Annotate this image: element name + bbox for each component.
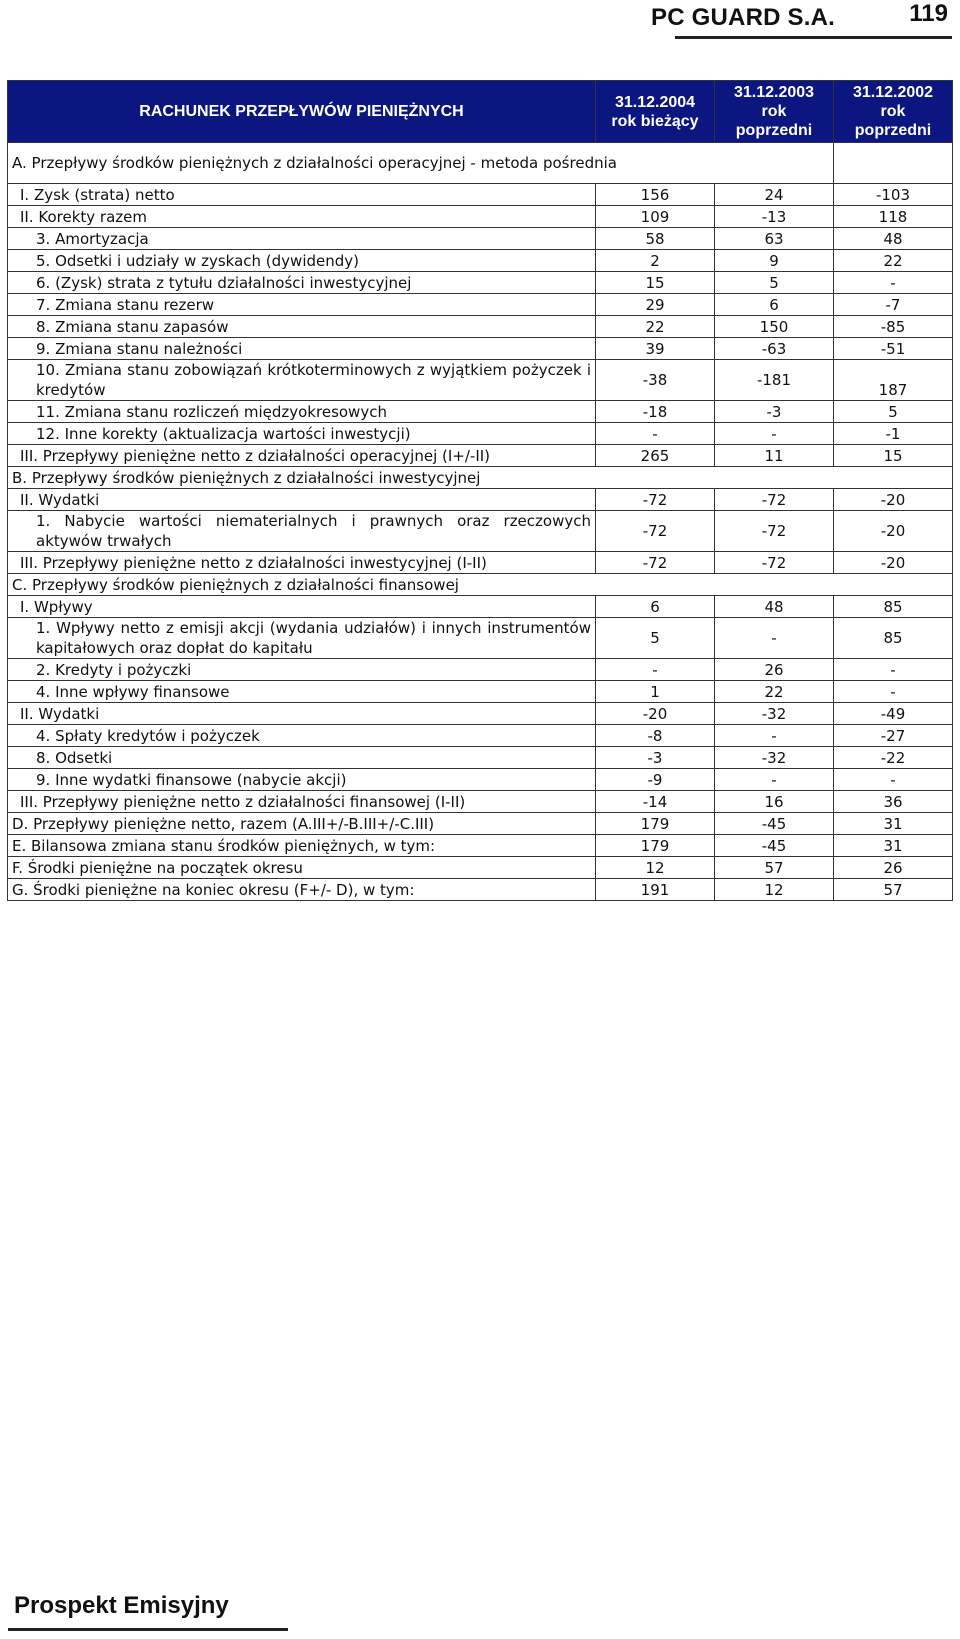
footer-rule xyxy=(8,1628,288,1631)
row-value: -38 xyxy=(596,360,715,401)
row-value: -72 xyxy=(715,552,834,574)
table-row xyxy=(8,769,953,791)
row-value: 6 xyxy=(715,294,834,316)
row-value: 24 xyxy=(715,184,834,206)
row-value: - xyxy=(834,659,953,681)
table-row xyxy=(8,272,953,294)
row-value: -3 xyxy=(596,747,715,769)
row-value: -20 xyxy=(834,489,953,511)
row-value: 29 xyxy=(596,294,715,316)
row-label: D. Przepływy pieniężne netto, razem (A.III+/-B.III+/-C.III) xyxy=(8,813,596,835)
table-row xyxy=(8,294,953,316)
column-header-2003 xyxy=(715,81,834,143)
row-value: -14 xyxy=(596,791,715,813)
row-value: -20 xyxy=(596,703,715,725)
row-label: 3. Amortyzacja xyxy=(8,228,596,250)
table-row xyxy=(8,445,953,467)
row-label: 1. Nabycie wartości niematerialnych i prawnych oraz rzeczowych aktywów trwałych xyxy=(8,511,596,552)
row-value: -3 xyxy=(715,401,834,423)
row-value: -45 xyxy=(715,835,834,857)
row-value: - xyxy=(715,423,834,445)
row-value: 265 xyxy=(596,445,715,467)
table-row xyxy=(8,228,953,250)
table-row xyxy=(8,879,953,901)
table-row xyxy=(8,552,953,574)
row-label: 9. Zmiana stanu należności xyxy=(8,338,596,360)
row-value: 156 xyxy=(596,184,715,206)
column-header-desc: poprzedni xyxy=(735,122,813,139)
row-label: A. Przepływy środków pieniężnych z działalności operacyjnej - metoda pośrednia xyxy=(8,143,834,184)
row-value: -72 xyxy=(596,552,715,574)
column-header-desc: poprzedni xyxy=(854,122,932,139)
row-value: -20 xyxy=(834,552,953,574)
row-value: 191 xyxy=(596,879,715,901)
table-row xyxy=(8,835,953,857)
row-value: - xyxy=(834,681,953,703)
row-value: - xyxy=(715,725,834,747)
row-value: 57 xyxy=(715,857,834,879)
row-label: 8. Zmiana stanu zapasów xyxy=(8,316,596,338)
table-row xyxy=(8,857,953,879)
company-name: PC GUARD S.A. xyxy=(651,4,835,31)
table-row xyxy=(8,360,953,401)
row-value: -181 xyxy=(715,360,834,401)
table-row xyxy=(8,813,953,835)
row-value: -18 xyxy=(596,401,715,423)
table-row xyxy=(8,511,953,552)
row-value: -72 xyxy=(715,489,834,511)
table-header-row xyxy=(8,81,953,143)
row-value: 36 xyxy=(834,791,953,813)
row-label: III. Przepływy pieniężne netto z działalności finansowej (I-II) xyxy=(8,791,596,813)
row-value: -7 xyxy=(834,294,953,316)
row-value: 31 xyxy=(834,835,953,857)
row-value: 9 xyxy=(715,250,834,272)
row-value: 63 xyxy=(715,228,834,250)
row-value: 5 xyxy=(715,272,834,294)
row-value: -1 xyxy=(834,423,953,445)
page-number: 119 xyxy=(909,0,948,27)
row-value: 16 xyxy=(715,791,834,813)
column-header-desc: rok bieżący xyxy=(611,112,699,130)
row-label: III. Przepływy pieniężne netto z działalności inwestycyjnej (I-II) xyxy=(8,552,596,574)
row-label: 4. Spłaty kredytów i pożyczek xyxy=(8,725,596,747)
table-row xyxy=(8,467,953,489)
table-row xyxy=(8,184,953,206)
row-label: 7. Zmiana stanu rezerw xyxy=(8,294,596,316)
row-value: 57 xyxy=(834,879,953,901)
row-value: - xyxy=(715,769,834,791)
column-header-date: 31.12.2003 xyxy=(733,84,815,101)
column-header-date: 31.12.2004 xyxy=(614,93,696,111)
row-label: II. Wydatki xyxy=(8,489,596,511)
row-label: 2. Kredyty i pożyczki xyxy=(8,659,596,681)
row-value: 187 xyxy=(834,360,953,401)
row-value: - xyxy=(596,423,715,445)
row-label: II. Korekty razem xyxy=(8,206,596,228)
row-value: -13 xyxy=(715,206,834,228)
row-value: -8 xyxy=(596,725,715,747)
column-header-2002 xyxy=(834,81,953,143)
row-label: 5. Odsetki i udziały w zyskach (dywidendy) xyxy=(8,250,596,272)
footer-title: Prospekt Emisyjny xyxy=(14,1592,229,1619)
column-header-desc: rok xyxy=(761,103,787,120)
row-value: -72 xyxy=(715,511,834,552)
row-value: 22 xyxy=(715,681,834,703)
row-label: 11. Zmiana stanu rozliczeń międzyokresowych xyxy=(8,401,596,423)
row-label: 8. Odsetki xyxy=(8,747,596,769)
row-value: 22 xyxy=(596,316,715,338)
row-value: -103 xyxy=(834,184,953,206)
row-label: 4. Inne wpływy finansowe xyxy=(8,681,596,703)
row-value: 179 xyxy=(596,835,715,857)
row-value: -72 xyxy=(596,511,715,552)
row-value: 12 xyxy=(715,879,834,901)
row-value: -22 xyxy=(834,747,953,769)
row-value: - xyxy=(596,659,715,681)
column-header-date: 31.12.2002 xyxy=(852,84,934,101)
row-value: -32 xyxy=(715,747,834,769)
row-value: 118 xyxy=(834,206,953,228)
row-label: III. Przepływy pieniężne netto z działalności operacyjnej (I+/-II) xyxy=(8,445,596,467)
row-value: -27 xyxy=(834,725,953,747)
row-value: -49 xyxy=(834,703,953,725)
row-value: 5 xyxy=(596,618,715,659)
row-value: 1 xyxy=(596,681,715,703)
table-row xyxy=(8,725,953,747)
row-label: 6. (Zysk) strata z tytułu działalności inwestycyjnej xyxy=(8,272,596,294)
row-value: -63 xyxy=(715,338,834,360)
row-label: E. Bilansowa zmiana stanu środków pieniężnych, w tym: xyxy=(8,835,596,857)
table-row xyxy=(8,659,953,681)
table-row xyxy=(8,143,953,184)
cash-flow-table xyxy=(7,80,953,901)
table-title: RACHUNEK PRZEPŁYWÓW PIENIĘŻNYCH xyxy=(8,81,596,143)
table-row xyxy=(8,316,953,338)
row-value: - xyxy=(715,618,834,659)
row-value: 22 xyxy=(834,250,953,272)
row-value: 31 xyxy=(834,813,953,835)
table-row xyxy=(8,747,953,769)
table-row xyxy=(8,618,953,659)
row-value: 48 xyxy=(834,228,953,250)
row-value: 15 xyxy=(596,272,715,294)
row-value: -85 xyxy=(834,316,953,338)
row-value: 85 xyxy=(834,596,953,618)
table-body xyxy=(8,143,953,901)
table-row xyxy=(8,791,953,813)
row-value: 48 xyxy=(715,596,834,618)
row-label: B. Przepływy środków pieniężnych z działalności inwestycyjnej xyxy=(8,467,953,489)
page-header xyxy=(0,0,960,40)
column-header-2004 xyxy=(596,81,715,143)
row-value: 109 xyxy=(596,206,715,228)
row-value: -20 xyxy=(834,511,953,552)
row-value: -51 xyxy=(834,338,953,360)
table-row xyxy=(8,681,953,703)
table-row xyxy=(8,574,953,596)
row-value: 58 xyxy=(596,228,715,250)
row-value: 179 xyxy=(596,813,715,835)
row-label: 1. Wpływy netto z emisji akcji (wydania udziałów) i innych instrumentów kapitałowych oraz dopłat do kapitału xyxy=(8,618,596,659)
table-row xyxy=(8,489,953,511)
table-row xyxy=(8,596,953,618)
row-value: 12 xyxy=(596,857,715,879)
table-row xyxy=(8,703,953,725)
row-label: II. Wydatki xyxy=(8,703,596,725)
table-row xyxy=(8,401,953,423)
table-row xyxy=(8,423,953,445)
row-value: - xyxy=(834,272,953,294)
row-value: - xyxy=(834,769,953,791)
row-value: 26 xyxy=(715,659,834,681)
row-value: 2 xyxy=(596,250,715,272)
row-value: 26 xyxy=(834,857,953,879)
row-value: -32 xyxy=(715,703,834,725)
row-value: -45 xyxy=(715,813,834,835)
row-value: 11 xyxy=(715,445,834,467)
row-label: G. Środki pieniężne na koniec okresu (F+/- D), w tym: xyxy=(8,879,596,901)
row-label: I. Wpływy xyxy=(8,596,596,618)
row-value: 85 xyxy=(834,618,953,659)
row-label: I. Zysk (strata) netto xyxy=(8,184,596,206)
row-value: 39 xyxy=(596,338,715,360)
header-rule xyxy=(675,36,952,39)
empty-cell xyxy=(834,143,953,184)
row-value: -72 xyxy=(596,489,715,511)
row-label: F. Środki pieniężne na początek okresu xyxy=(8,857,596,879)
table-row xyxy=(8,250,953,272)
row-value: 6 xyxy=(596,596,715,618)
row-label: C. Przepływy środków pieniężnych z działalności finansowej xyxy=(8,574,953,596)
row-value: 5 xyxy=(834,401,953,423)
table-row xyxy=(8,206,953,228)
row-label: 12. Inne korekty (aktualizacja wartości inwestycji) xyxy=(8,423,596,445)
row-value: -9 xyxy=(596,769,715,791)
row-value: 15 xyxy=(834,445,953,467)
table-row xyxy=(8,338,953,360)
row-value: 150 xyxy=(715,316,834,338)
row-label: 9. Inne wydatki finansowe (nabycie akcji) xyxy=(8,769,596,791)
row-label: 10. Zmiana stanu zobowiązań krótkoterminowych z wyjątkiem pożyczek i kredytów xyxy=(8,360,596,401)
column-header-desc: rok xyxy=(880,103,906,120)
